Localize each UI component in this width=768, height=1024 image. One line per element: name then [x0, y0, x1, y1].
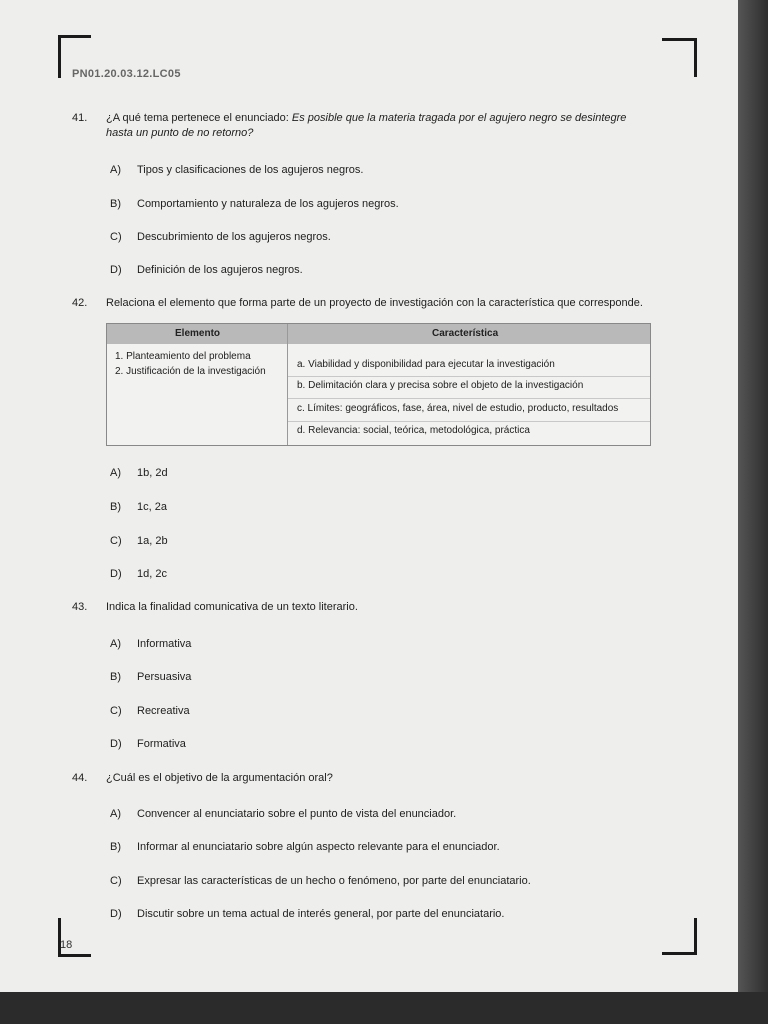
table-element-1: 1. Planteamiento del problema	[115, 351, 251, 362]
question-44-prompt: ¿Cuál es el objetivo de la argumentación oral?	[106, 772, 333, 784]
table-header-caracteristica: Característica	[432, 328, 499, 339]
question-41-prompt-italic-1: Es posible que la materia tragada por el agujero negro se desintegre	[291, 112, 627, 124]
option-letter[interactable]: A)	[110, 638, 121, 650]
option-letter[interactable]: C)	[110, 705, 122, 717]
crop-mark-bottom-right	[662, 918, 697, 955]
crop-mark-top-right	[662, 38, 697, 77]
option-letter[interactable]: D)	[110, 908, 122, 920]
crop-mark-bottom-left	[58, 918, 91, 957]
option-letter[interactable]: D)	[110, 264, 122, 276]
option-letter[interactable]: A)	[110, 808, 121, 820]
question-42-prompt: Relaciona el elemento que forma parte de un proyecto de investigación con la característica que corresponde.	[106, 297, 643, 309]
question-41-prompt-italic-2: hasta un punto de no retorno?	[106, 127, 254, 139]
option-text[interactable]: 1b, 2d	[137, 467, 168, 479]
page-number: 18	[60, 939, 73, 951]
question-42-number: 42.	[72, 297, 88, 309]
scan-background-bottom	[0, 992, 768, 1024]
option-text[interactable]: 1d, 2c	[137, 568, 167, 580]
table-header-elemento: Elemento	[175, 328, 221, 339]
table-characteristic-b: b. Delimitación clara y precisa sobre el objeto de la investigación	[297, 380, 584, 391]
option-text[interactable]: Persuasiva	[137, 671, 192, 683]
matching-table	[106, 323, 651, 446]
table-element-2: 2. Justificación de la investigación	[115, 366, 266, 377]
table-row-divider	[288, 421, 650, 422]
option-text[interactable]: 1c, 2a	[137, 501, 167, 513]
option-text[interactable]: Comportamiento y naturaleza de los agujeros negros.	[137, 198, 399, 210]
option-text[interactable]: 1a, 2b	[137, 535, 168, 547]
option-text[interactable]: Discutir sobre un tema actual de interés general, por parte del enunciatario.	[137, 908, 505, 920]
option-letter[interactable]: B)	[110, 501, 121, 513]
option-text[interactable]: Formativa	[137, 738, 186, 750]
option-text[interactable]: Expresar las características de un hecho o fenómeno, por parte del enunciatario.	[137, 875, 531, 887]
option-letter[interactable]: C)	[110, 875, 122, 887]
option-letter[interactable]: A)	[110, 164, 121, 176]
scan-background-right	[738, 0, 768, 1024]
document-code: PN01.20.03.12.LC05	[72, 68, 181, 80]
question-41-prompt-start: ¿A qué tema pertenece el enunciado:	[106, 112, 292, 124]
option-text[interactable]: Informativa	[137, 638, 192, 650]
option-text[interactable]: Informar al enunciatario sobre algún aspecto relevante para el enunciador.	[137, 841, 500, 853]
option-letter[interactable]: B)	[110, 198, 121, 210]
question-43-prompt: Indica la finalidad comunicativa de un texto literario.	[106, 601, 358, 613]
option-text[interactable]: Descubrimiento de los agujeros negros.	[137, 231, 331, 243]
option-letter[interactable]: A)	[110, 467, 121, 479]
option-letter[interactable]: D)	[110, 568, 122, 580]
question-41-prompt	[106, 112, 626, 124]
question-43-number: 43.	[72, 601, 88, 613]
option-letter[interactable]: B)	[110, 841, 121, 853]
question-41-prompt-line-2	[106, 127, 253, 139]
table-characteristic-a: a. Viabilidad y disponibilidad para ejecutar la investigación	[297, 359, 555, 370]
question-44-number: 44.	[72, 772, 88, 784]
option-letter[interactable]: B)	[110, 671, 121, 683]
option-letter[interactable]: C)	[110, 535, 122, 547]
question-41-number: 41.	[72, 112, 88, 124]
table-characteristic-d: d. Relevancia: social, teórica, metodológica, práctica	[297, 425, 530, 436]
table-row-divider	[288, 398, 650, 399]
table-column-divider	[287, 324, 288, 445]
option-letter[interactable]: C)	[110, 231, 122, 243]
option-text[interactable]: Convencer al enunciatario sobre el punto de vista del enunciador.	[137, 808, 457, 820]
table-characteristic-c: c. Límites: geográficos, fase, área, nivel de estudio, producto, resultados	[297, 403, 619, 414]
option-text[interactable]: Recreativa	[137, 705, 190, 717]
option-letter[interactable]: D)	[110, 738, 122, 750]
option-text[interactable]: Definición de los agujeros negros.	[137, 264, 303, 276]
option-text[interactable]: Tipos y clasificaciones de los agujeros negros.	[137, 164, 364, 176]
table-row-divider	[288, 376, 650, 377]
